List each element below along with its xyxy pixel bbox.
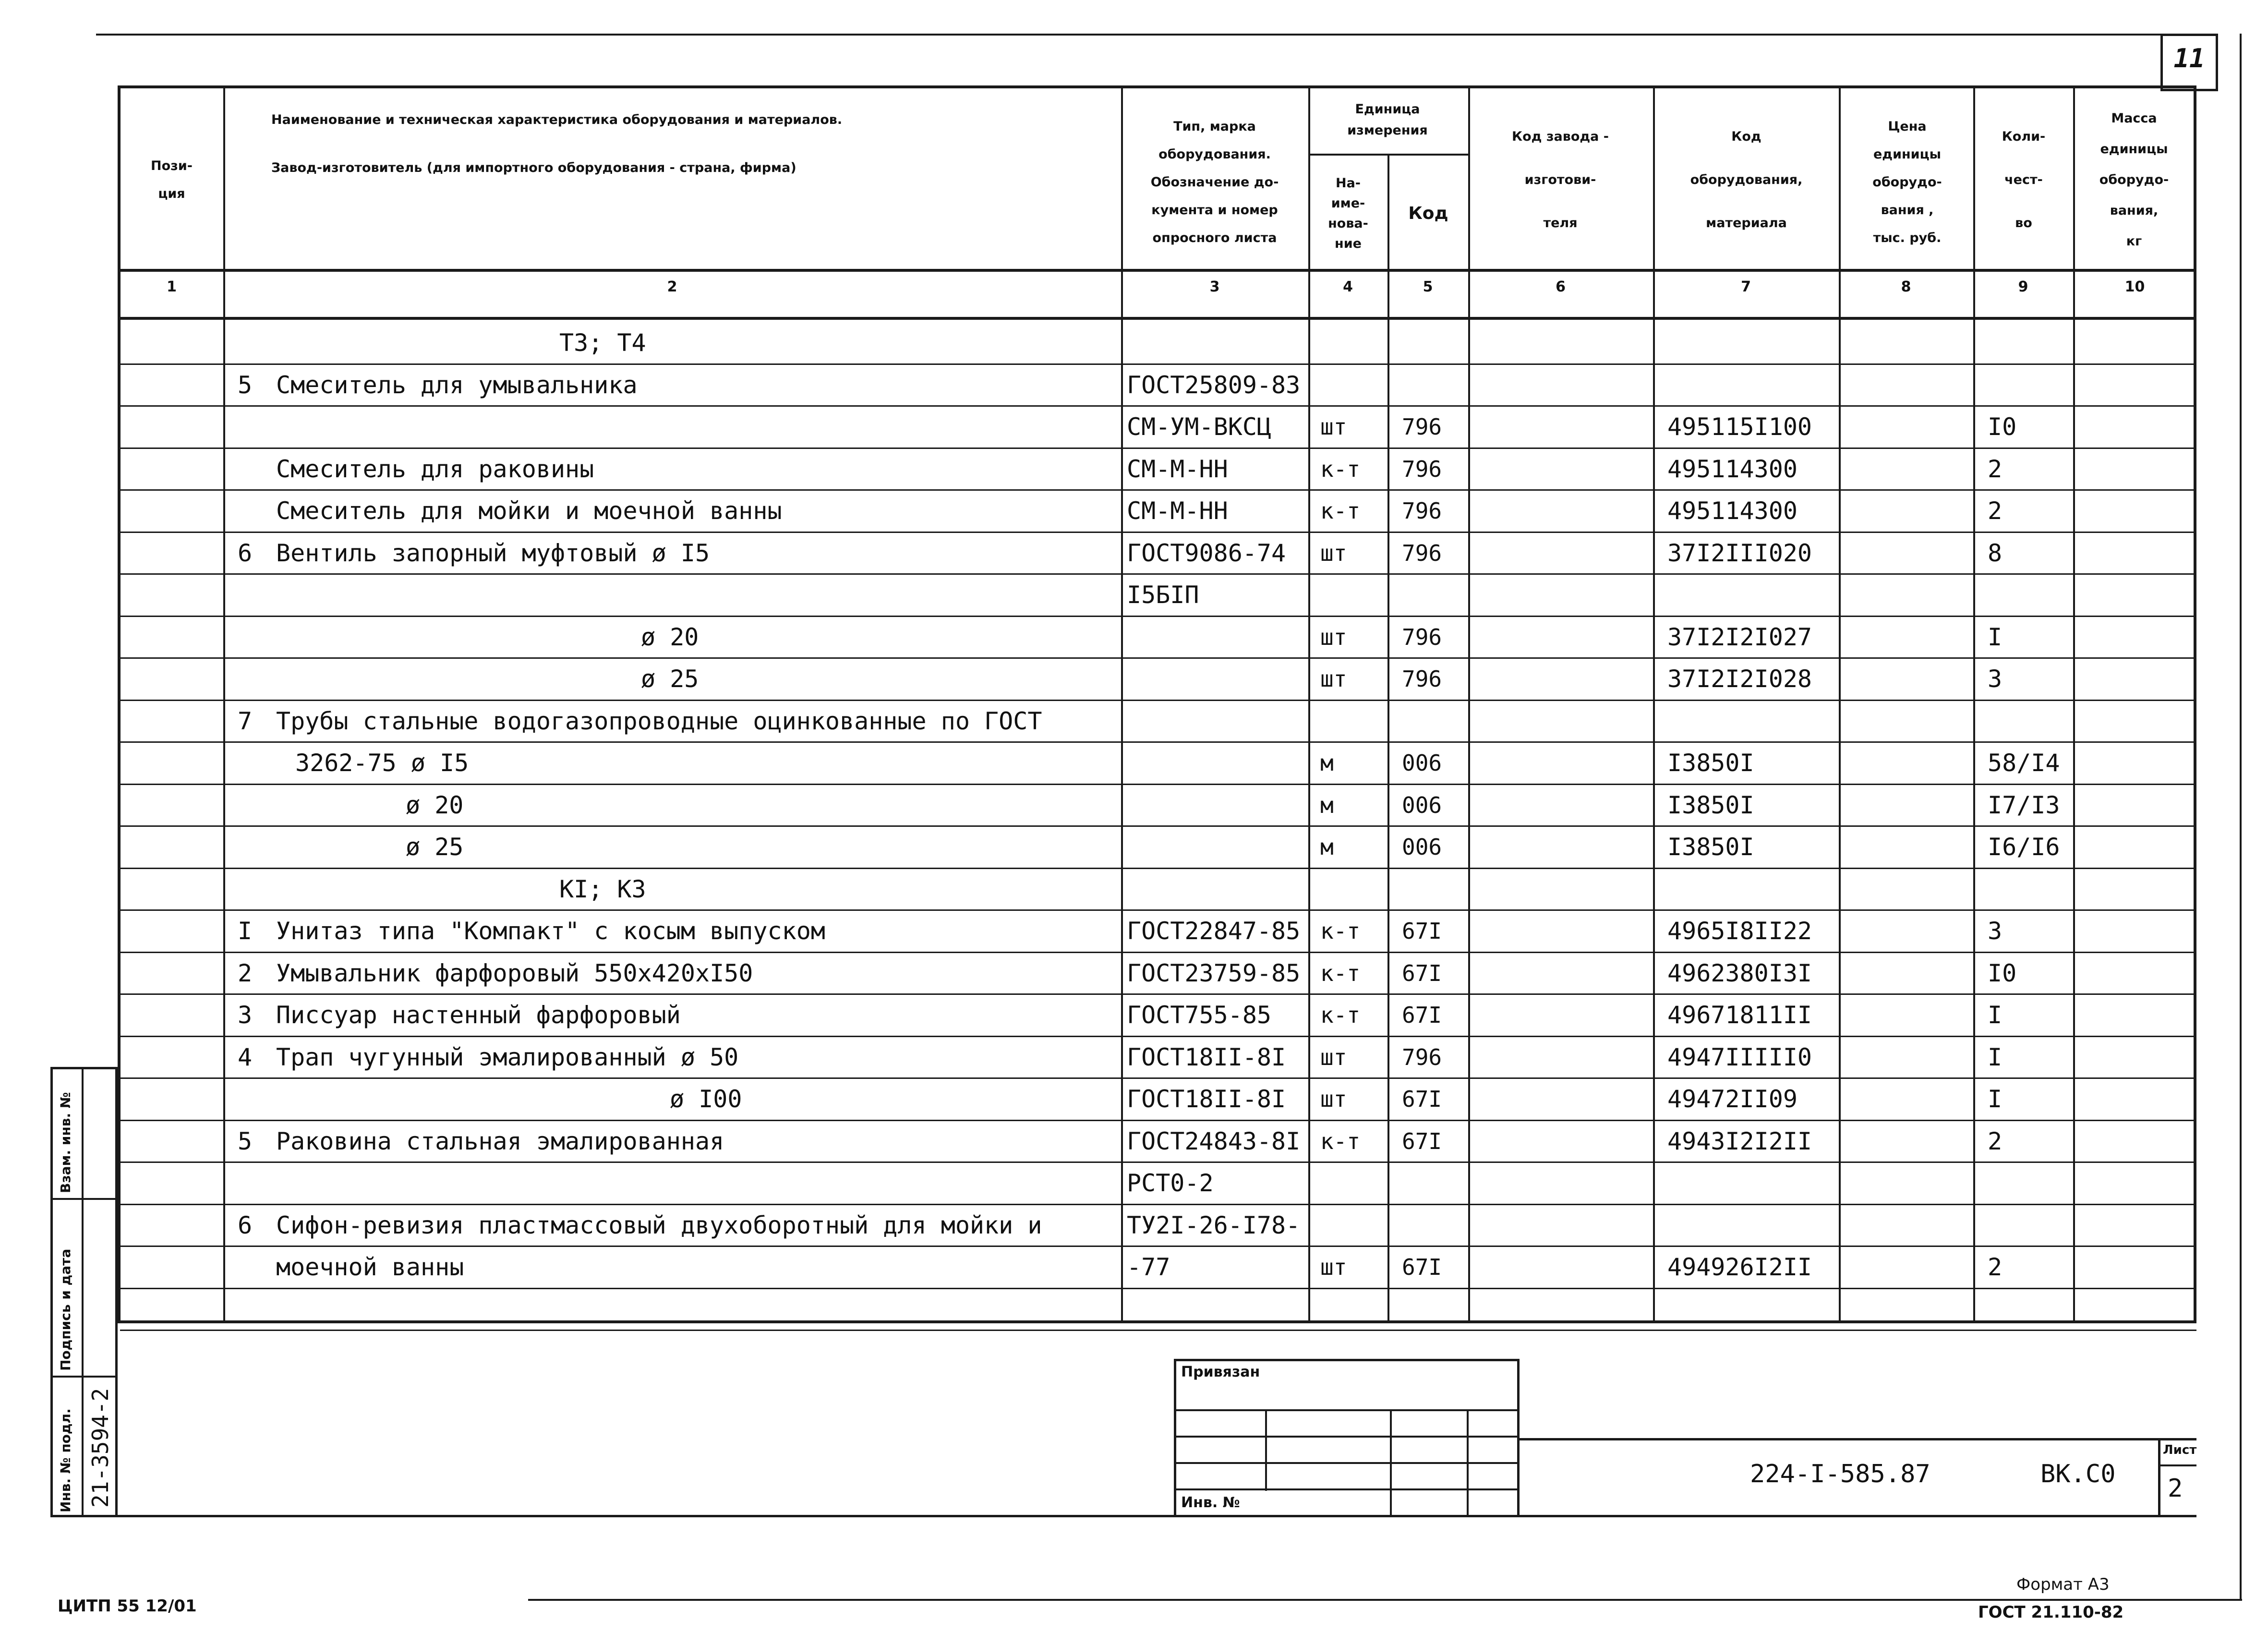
stamp-line <box>1265 1409 1267 1491</box>
cell-ucode: 796 <box>1402 414 1442 440</box>
cell-type: СМ-М-НН <box>1127 497 1228 525</box>
cell-pos: 2 <box>238 959 253 987</box>
side-strip-divider <box>50 1376 118 1378</box>
cell-code: 495114300 <box>1667 497 1798 525</box>
header-line <box>120 317 2196 320</box>
cell-pos: 5 <box>238 1127 253 1155</box>
cell-qty: 2 <box>1988 497 2003 525</box>
header-col-type: Тип, марка оборудования. Обозначение до- кумента и номер опросного листа <box>1150 119 1279 245</box>
cell-unit: шт <box>1320 624 1347 650</box>
cell-ucode: 796 <box>1402 624 1442 650</box>
cell-ucode: 67I <box>1402 1254 1442 1280</box>
cell-qty: 2 <box>1988 1127 2003 1155</box>
cell-type: -77 <box>1127 1253 1170 1281</box>
cell-type: ГОСТ24843-8I <box>1127 1127 1301 1155</box>
cell-name: KI; K3 <box>559 875 646 903</box>
cell-type: ГОСТ755-85 <box>1127 1001 1272 1029</box>
cell-qty: I <box>1988 1085 2003 1113</box>
table-row-line <box>120 784 2196 785</box>
cell-qty: 3 <box>1988 917 2003 945</box>
cell-qty: I <box>1988 1001 2003 1029</box>
cell-ucode: 796 <box>1402 666 1442 692</box>
table-row-line <box>120 363 2196 365</box>
side-strip-divider <box>50 1198 118 1200</box>
header-col-mass: Масса единицы оборудо- вания, кг <box>2099 111 2169 249</box>
cell-code: I3850I <box>1667 833 1754 861</box>
outer-bottom-line <box>528 1599 2242 1601</box>
cell-qty: 8 <box>1988 539 2003 567</box>
column-number: 4 <box>1343 278 1353 295</box>
column-number: 3 <box>1209 278 1220 295</box>
cell-ucode: 796 <box>1402 1044 1442 1070</box>
cell-type: ГОСТ18II-8I <box>1127 1085 1286 1113</box>
header-unit-group: Единица измерения <box>1347 102 1428 138</box>
cell-name: Трап чугунный эмалированный ø 50 <box>276 1043 739 1071</box>
cell-ucode: 796 <box>1402 498 1442 524</box>
side-inv-podl-label: Инв. № подл. <box>58 1408 73 1512</box>
cell-name: Т3; Т4 <box>559 329 646 357</box>
table-row-line <box>120 700 2196 701</box>
cell-code: 4962380I3I <box>1667 959 1812 987</box>
table-row-line <box>120 1036 2196 1037</box>
sheet-label: Лист <box>2163 1443 2197 1457</box>
table-row-line <box>120 825 2196 827</box>
sheet-value: 2 <box>2168 1474 2183 1503</box>
table-row-line <box>120 573 2196 575</box>
cell-ucode: 006 <box>1402 834 1442 860</box>
top-border-line <box>96 34 2160 36</box>
table-row-line <box>120 1204 2196 1205</box>
header-col-position: Пози- ция <box>151 158 193 201</box>
stamp-inv-no-label: Инв. № <box>1181 1494 1240 1511</box>
cell-name: ø I00 <box>670 1085 742 1113</box>
unit-group-divider <box>1308 154 1468 156</box>
cell-name: Сифон-ревизия пластмассовый двухоборотный для мойки и <box>276 1211 1042 1239</box>
cell-unit: шт <box>1320 1254 1347 1280</box>
cell-qty: I7/I3 <box>1988 791 2060 819</box>
cell-ucode: 67I <box>1402 918 1442 944</box>
cell-qty: I0 <box>1988 413 2017 441</box>
cell-ucode: 67I <box>1402 1128 1442 1154</box>
stamp-privyazan-label: Привязан <box>1181 1364 1260 1380</box>
cell-name: 3262-75 ø I5 <box>295 749 469 777</box>
cell-unit: шт <box>1320 1086 1347 1112</box>
cell-unit: к-т <box>1320 960 1361 986</box>
cell-type: СМ-М-НН <box>1127 455 1228 483</box>
cell-qty: I <box>1988 1043 2003 1071</box>
cell-pos: 5 <box>238 371 253 399</box>
cell-type: ТУ2I-26-I78- <box>1127 1211 1301 1239</box>
column-divider <box>1387 154 1389 1323</box>
cell-code: 37I2III020 <box>1667 539 1812 567</box>
cell-name: моечной ванны <box>276 1253 464 1281</box>
cell-ucode: 67I <box>1402 1086 1442 1112</box>
table-row-line <box>120 909 2196 911</box>
cell-code: 495115I100 <box>1667 413 1812 441</box>
cell-name: Раковина стальная эмалированная <box>276 1127 724 1155</box>
cell-unit: шт <box>1320 1044 1347 1070</box>
cell-code: 49671811II <box>1667 1001 1812 1029</box>
cell-pos: I <box>238 917 253 945</box>
cell-qty: I6/I6 <box>1988 833 2060 861</box>
table-row-line <box>120 489 2196 491</box>
table-row-line <box>120 448 2196 449</box>
side-vzam-label: Взам. инв. № <box>58 1092 73 1193</box>
table-row-line <box>120 405 2196 407</box>
title-block-line <box>1520 1438 2196 1440</box>
cell-unit: шт <box>1320 666 1347 692</box>
column-number: 2 <box>667 278 677 295</box>
cell-name: Смеситель для раковины <box>276 455 594 483</box>
cell-type: ГОСТ25809-83 <box>1127 371 1301 399</box>
table-row-line <box>120 657 2196 659</box>
cell-ucode: 006 <box>1402 750 1442 776</box>
footer-gost: ГОСТ 21.110-82 <box>1978 1603 2124 1622</box>
cell-name: Умывальник фарфоровый 550x420xI50 <box>276 959 753 987</box>
cell-type: СМ-УМ-ВКСЦ <box>1127 413 1272 441</box>
table-row-line <box>120 1161 2196 1163</box>
cell-unit: шт <box>1320 540 1347 566</box>
right-edge-line <box>2240 34 2242 1601</box>
table-row-line <box>120 1120 2196 1121</box>
cell-name: Вентиль запорный муфтовый ø I5 <box>276 539 710 567</box>
header-col-equipment-code: Код оборудования, материала <box>1690 129 1803 230</box>
cell-code: 37I2I2I027 <box>1667 623 1812 651</box>
cell-name: ø 25 <box>641 665 699 693</box>
cell-unit: к-т <box>1320 918 1361 944</box>
table-row-line <box>120 1246 2196 1247</box>
cell-unit: к-т <box>1320 498 1361 524</box>
cell-type: I5БIП <box>1127 581 1199 609</box>
cell-name: Смеситель для мойки и моечной ванны <box>276 497 782 525</box>
cell-unit: м <box>1320 834 1334 860</box>
table-row-line <box>120 532 2196 533</box>
column-number: 8 <box>1901 278 1911 295</box>
document-number: 224-I-585.87 <box>1750 1460 1930 1488</box>
cell-code: 495114300 <box>1667 455 1798 483</box>
cell-code: 494926I2II <box>1667 1253 1812 1281</box>
side-inv-podl-value: 21-3594-2 <box>87 1388 113 1508</box>
document-code: ВК.С0 <box>2040 1460 2116 1488</box>
cell-ucode: 796 <box>1402 540 1442 566</box>
column-number: 9 <box>2018 278 2028 295</box>
table-row-line <box>120 868 2196 869</box>
cell-qty: 2 <box>1988 1253 2003 1281</box>
cell-code: 49472II09 <box>1667 1085 1798 1113</box>
page-number: 11 <box>2173 43 2205 73</box>
side-podpis-label: Подпись и дата <box>58 1248 73 1371</box>
cell-unit: м <box>1320 750 1334 776</box>
cell-code: I3850I <box>1667 791 1754 819</box>
table-row-line <box>120 993 2196 995</box>
cell-name: ø 20 <box>406 791 464 819</box>
column-number: 10 <box>2124 278 2145 295</box>
column-number: 1 <box>167 278 177 295</box>
cell-pos: 6 <box>238 539 253 567</box>
cell-name: Писсуар настенный фарфоровый <box>276 1001 681 1029</box>
cell-code: 37I2I2I028 <box>1667 665 1812 693</box>
stamp-line <box>1390 1409 1392 1517</box>
cell-name: Трубы стальные водогазопроводные оцинкованные по ГОСТ <box>276 707 1042 735</box>
table-row-line <box>120 1288 2196 1289</box>
cell-pos: 6 <box>238 1211 253 1239</box>
cell-pos: 4 <box>238 1043 253 1071</box>
cell-qty: I0 <box>1988 959 2017 987</box>
table-row-line <box>120 616 2196 617</box>
header-col-unit-name: На- име- нова- ние <box>1328 176 1368 251</box>
cell-type: ГОСТ18II-8I <box>1127 1043 1286 1071</box>
table-row-line <box>120 952 2196 953</box>
cell-ucode: 006 <box>1402 792 1442 818</box>
footer-format: Формат А3 <box>2016 1575 2110 1594</box>
cell-code: 4943I2I2II <box>1667 1127 1812 1155</box>
table-row-line <box>120 1077 2196 1079</box>
cell-type: ГОСТ9086-74 <box>1127 539 1286 567</box>
cell-unit: шт <box>1320 414 1347 440</box>
cell-name: Унитаз типа "Компакт" с косым выпуском <box>276 917 825 945</box>
bottom-border-line <box>50 1515 2196 1517</box>
header-col-name: Наименование и техническая характеристика оборудования и материалов. Завод-изготовитель (для импортного оборудования - страна, фирма) <box>271 112 843 175</box>
stamp-line <box>1467 1409 1469 1517</box>
sheet-box-divider <box>2158 1464 2196 1466</box>
cell-code: I3850I <box>1667 749 1754 777</box>
cell-unit: м <box>1320 792 1334 818</box>
cell-qty: 58/I4 <box>1988 749 2060 777</box>
cell-qty: I <box>1988 623 2003 651</box>
cell-name: ø 20 <box>641 623 699 651</box>
cell-ucode: 796 <box>1402 456 1442 482</box>
column-number: 5 <box>1423 278 1433 295</box>
cell-ucode: 67I <box>1402 960 1442 986</box>
cell-code: 4947IIIII0 <box>1667 1043 1812 1071</box>
column-number: 7 <box>1741 278 1751 295</box>
table-row-line <box>120 1330 2196 1331</box>
cell-unit: к-т <box>1320 1002 1361 1028</box>
cell-unit: к-т <box>1320 1128 1361 1154</box>
table-row-line <box>120 741 2196 743</box>
header-col-price: Цена единицы оборудо- вания , тыс. руб. <box>1872 119 1942 245</box>
cell-pos: 7 <box>238 707 253 735</box>
side-strip-divider <box>82 1067 84 1517</box>
cell-type: ГОСТ23759-85 <box>1127 959 1301 987</box>
cell-type: ГОСТ22847-85 <box>1127 917 1301 945</box>
cell-name: ø 25 <box>406 833 464 861</box>
cell-type: РСТ0-2 <box>1127 1169 1214 1197</box>
cell-qty: 3 <box>1988 665 2003 693</box>
footer-left-code: ЦИТП 55 12/01 <box>58 1597 197 1616</box>
header-col-unit-code: Код <box>1408 204 1448 223</box>
cell-ucode: 67I <box>1402 1002 1442 1028</box>
column-number: 6 <box>1556 278 1566 295</box>
cell-pos: 3 <box>238 1001 253 1029</box>
cell-name: Смеситель для умывальника <box>276 371 638 399</box>
cell-code: 4965I8II22 <box>1667 917 1812 945</box>
cell-unit: к-т <box>1320 456 1361 482</box>
cell-qty: 2 <box>1988 455 2003 483</box>
header-col-quantity: Коли- чест- во <box>2002 129 2046 230</box>
header-col-factory-code: Код завода - изготови- теля <box>1512 129 1609 230</box>
